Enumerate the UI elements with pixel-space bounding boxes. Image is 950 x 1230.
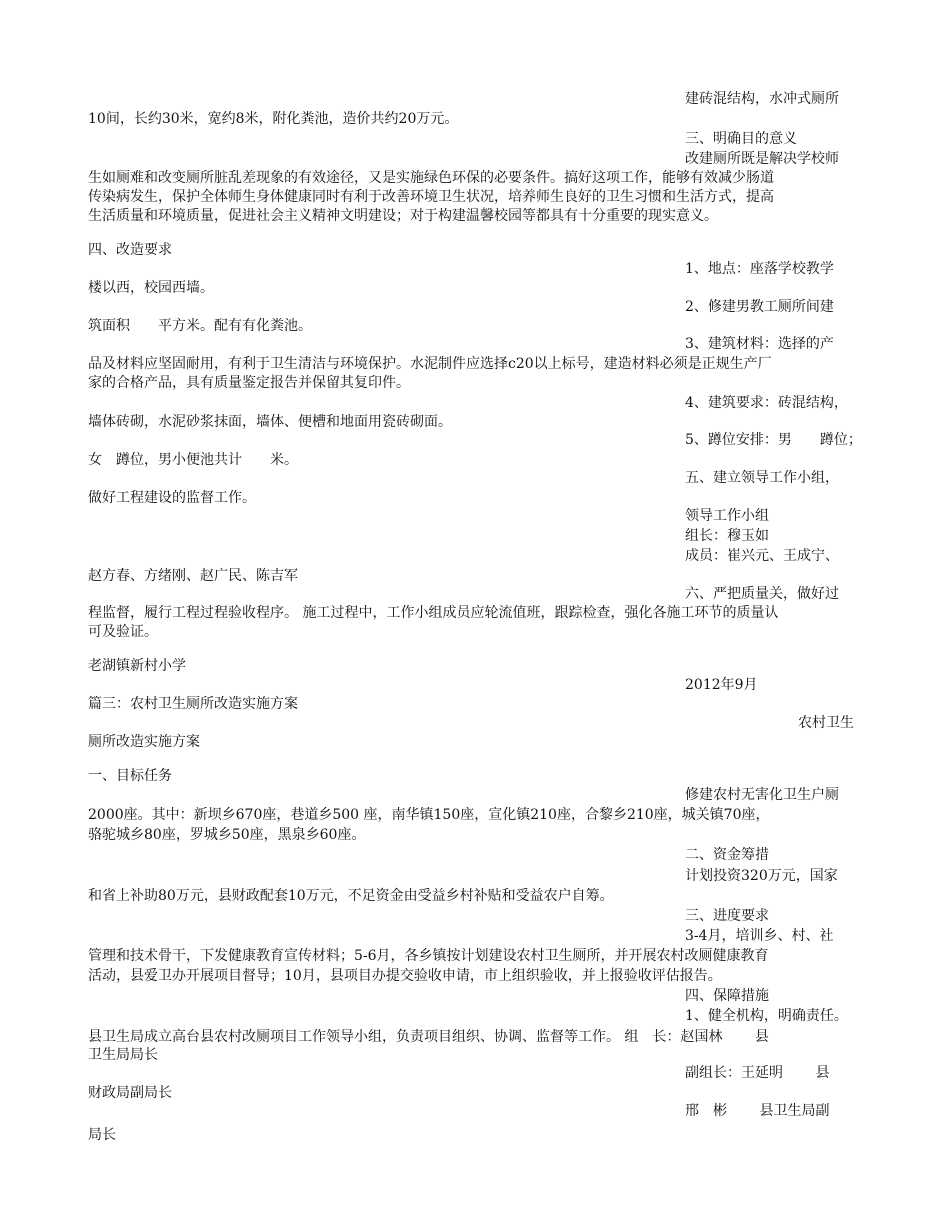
text-line: 品及材料应坚固耐用，有利于卫生清洁与环境保护。水泥制件应选择c20以上标号，建造材料必须是正规生产厂 (88, 356, 772, 372)
section-heading: 六、严把质量关，做好过 (685, 586, 839, 602)
text-line: 建砖混结构，水冲式厕所 (685, 91, 839, 107)
text-line: 3-4月，培训乡、村、社 (685, 928, 834, 944)
text-line: 副组长：王延明 县 (685, 1065, 830, 1081)
text-line: 改建厕所既是解决学校师 (685, 151, 839, 167)
text-line: 修建农村无害化卫生户厕 (685, 787, 839, 803)
text-line: 生活质量和环境质量，促进社会主义精神文明建设；对于构建温馨校园等都具有十分重要的现实意义。 (88, 208, 718, 224)
section-heading: 三、进度要求 (685, 908, 769, 924)
section-heading: 一、目标任务 (88, 768, 172, 784)
section-heading: 三、明确目的意义 (685, 131, 797, 147)
text-line: 传染病发生，保护全体师生身体健康同时有利于改善环境卫生状况，培养师生良好的卫生习惯和生活方式，提高 (88, 189, 774, 205)
text-line: 骆驼城乡80座，罗城乡50座，黑泉乡60座。 (88, 827, 366, 843)
text-line: 组长：穆玉如 (685, 528, 769, 544)
text-line: 活动，县爱卫办开展项目督导；10月，县项目办提交验收申请，市上组织验收，并上报验收评估报告。 (88, 968, 722, 984)
text-line: 计划投资320万元，国家 (685, 868, 838, 884)
text-line: 生如厕难和改变厕所脏乱差现象的有效途径，又是实施绿色环保的必要条件。搞好这项工作，能够有效减少肠道 (88, 170, 774, 186)
text-line: 领导工作小组 (685, 508, 769, 524)
chapter-title: 篇三：农村卫生厕所改造实施方案 (88, 696, 298, 712)
text-line: 4、建筑要求：砖混结构， (685, 395, 848, 411)
section-heading: 四、改造要求 (88, 242, 172, 258)
text-line: 1、地点：座落学校教学 (685, 261, 834, 277)
text-line: 县卫生局成立高台县农村改厕项目工作领导小组，负责项目组织、协调、监督等工作。 组 长：赵国林 县 (88, 1029, 769, 1045)
text-line: 卫生局局长 (88, 1047, 158, 1063)
doc-title: 厕所改造实施方案 (88, 734, 200, 750)
text-line: 邢 彬 县卫生局副 (685, 1103, 830, 1119)
text-line: 家的合格产品，具有质量鉴定报告并保留其复印件。 (88, 375, 410, 391)
section-heading: 二、资金筹措 (685, 847, 769, 863)
text-line: 做好工程建设的监督工作。 (88, 490, 256, 506)
text-line: 1、健全机构，明确责任。 (685, 1008, 848, 1024)
text-line: 可及验证。 (88, 624, 158, 640)
doc-title: 农村卫生 (798, 715, 854, 731)
text-line: 管理和技术骨干，下发健康教育宣传材料；5-6月，各乡镇按计划建设农村卫生厕所，并开展农村改厕健康教育 (88, 948, 769, 964)
signature-date: 2012年9月 (685, 677, 758, 693)
text-line: 楼以西，校园西墙。 (88, 280, 214, 296)
text-line: 赵方春、方绪刚、赵广民、陈吉军 (88, 568, 298, 584)
section-heading: 四、保障措施 (685, 988, 769, 1004)
text-line: 财政局副局长 (88, 1085, 172, 1101)
text-line: 3、建筑材料：选择的产 (685, 336, 834, 352)
signature-org: 老湖镇新村小学 (88, 658, 186, 674)
text-line: 2、修建男教工厕所间建 (685, 299, 834, 315)
section-heading: 五、建立领导工作小组， (685, 470, 839, 486)
text-line: 和省上补助80万元，县财政配套10万元，不足资金由受益乡村补贴和受益农户自筹。 (88, 888, 614, 904)
text-line: 局长 (88, 1127, 116, 1143)
text-line: 5、蹲位安排：男 蹲位； (685, 432, 862, 448)
text-line: 10间，长约30米，宽约8米，附化粪池，造价共约20万元。 (88, 111, 459, 127)
text-line: 2000座。其中：新坝乡670座，巷道乡500 座，南华镇150座，宣化镇210座，合黎乡210座，城关镇70座， (88, 807, 770, 823)
text-line: 女 蹲位，男小便池共计 米。 (88, 452, 298, 468)
text-line: 程监督，履行工程过程验收程序。 施工过程中，工作小组成员应轮流值班，跟踪检查，强化各施工环节的质量认 (88, 605, 779, 621)
text-line: 成员：崔兴元、王成宁、 (685, 548, 839, 564)
text-line: 墙体砖砌，水泥砂浆抹面，墙体、便槽和地面用瓷砖砌面。 (88, 414, 452, 430)
text-line: 筑面积 平方米。配有有化粪池。 (88, 318, 312, 334)
